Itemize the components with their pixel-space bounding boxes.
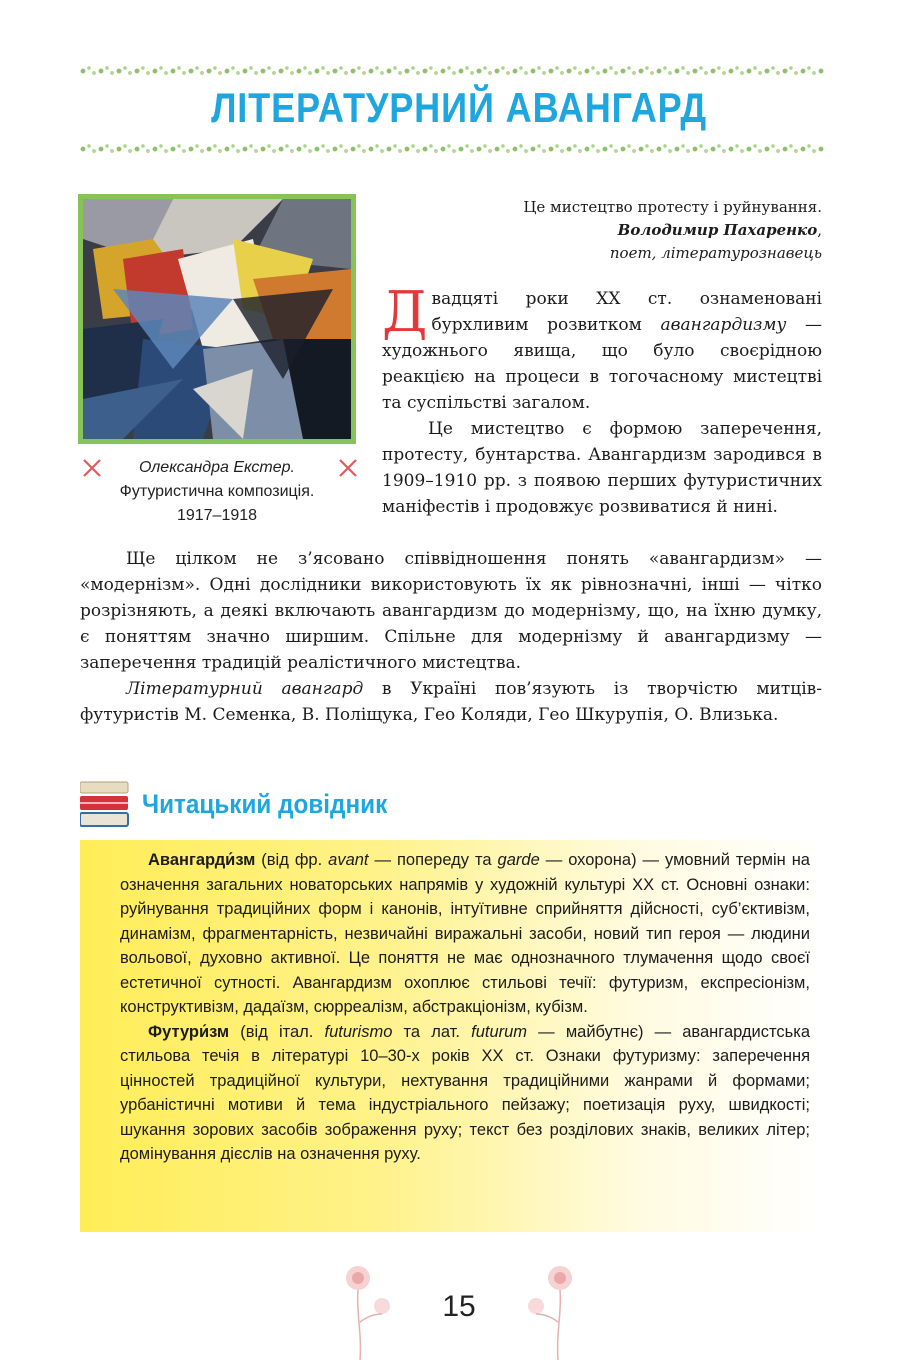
epigraph: Це мистецтво протесту і руйнування. Володимир Пахаренко, поет, літературознавець [402,196,822,265]
drop-cap: Д [382,280,428,345]
epigraph-author: Володимир Пахаренко [617,221,818,239]
main-text [80,546,822,728]
paragraph-4: Літературний авангард в Україні пов’язують із творчістю митців-футуристів М. Семенка, В. Поліщука, Гео Коляди, Гео Шкурупія, О. Влизька. [80,679,822,725]
painting-caption [78,456,356,528]
ornament-border-bottom [80,142,824,156]
term-avantgardism: Авангарди́зм (від фр. avant — попереду та garde — охорона) — умовний термін на означення загальних новаторських напрямів у художній культурі XX ст. Основні ознаки: руйнування традиційних форм і канонів, інтуїтивне сприйняття дійсності, суб’єктивізм, динамізм, фрагментарність, незвичайні виражальні засоби, новий тип героя — людини вольової, духовно активної. Це поняття не має однозначного тлумачення щодо своєї естетичної сутності. Авангардизм охоплює стильові течії: футуризм, експресіонізм, конструктивізм, дадаїзм, сюрреалізм, абстракціонізм, кубізм. [120,851,810,1016]
page-title: ЛІТЕРАТУРНИЙ АВАНГАРД [211,84,707,131]
reference-box [80,840,824,1232]
page-number: 15 [442,1290,476,1323]
paragraph-1: Двадцяті роки XX ст. ознаменовані бурхливим розвитком авангардизму — художнього явища, що було своєрідною реакцією на процеси в тогочасному мистецтві та суспільстві загалом. [382,280,822,413]
epigraph-role: поет, літературознавець [609,244,822,262]
term-futurism: Футури́зм (від італ. futurismo та лат. futurum — майбутнє) — авангардистська стильова течія в літературі 10–30-х років XX ст. Ознаки футуризму: заперечення цінностей традиційної культури, нехтування традиційними жанрами й формами; урбаністичні мотиви й тема індустріального пейзажу; поетизація руху, швидкості; шукання зорових засобів зображення руху; текст без розділових знаків, великих літер; домінування дієслів на означення руху. [120,1022,810,1163]
paragraph-3: Ще цілком не з’ясовано співвідношення понять «авангардизм» — «модернізм». Одні дослідники використовують їх як рівнозначні, інші — чітко розрізняють, а деякі включають авангардизм до модернізму, що, на їхню думку, є поняттям значно ширшим. Спільне для модернізму й авангардизму — заперечення традицій реалістичного мистецтва. [80,549,822,673]
painting-image [78,194,356,444]
intro-column [382,280,822,520]
ornament-border-top [80,64,824,78]
abstract-painting [83,199,351,439]
caption-title: Футуристична композиція. [119,483,315,500]
caption-author: Олександра Екстер. [139,459,295,476]
epigraph-quote: Це мистецтво протесту і руйнування. [523,198,822,216]
books-icon [80,780,130,830]
section-title: Читацький довідник [142,789,388,819]
paragraph-2: Це мистецтво є формою заперечення, протесту, бунтарства. Авангардизм зародився в 1909–1910 рр. з появою перших футуристичних маніфестів і продовжує розвиватися й нині. [382,419,822,517]
caption-year: 1917–1918 [176,507,258,524]
